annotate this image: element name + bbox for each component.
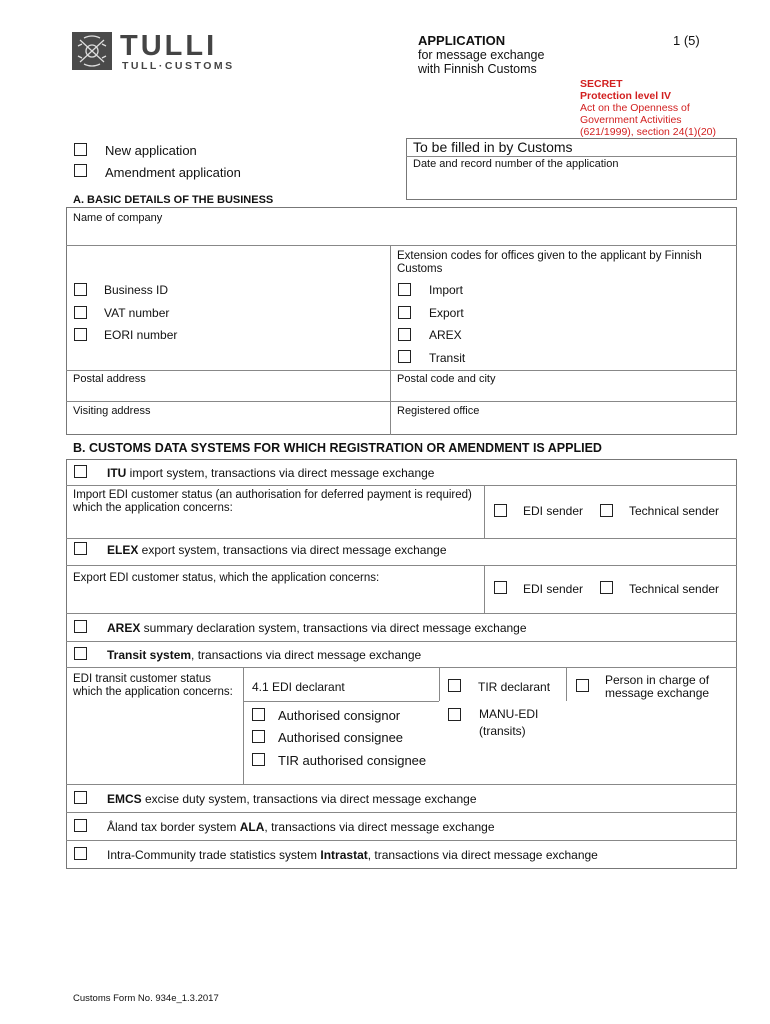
manu-line: MANU-EDI (479, 707, 539, 721)
customs-box-title: To be filled in by Customs (413, 139, 573, 155)
elex-edi-sender-label: EDI sender (523, 582, 584, 596)
tir-declarant-checkbox[interactable] (448, 679, 461, 692)
divider (243, 667, 244, 784)
itu-name: ITU (107, 466, 127, 480)
person-in-charge-checkbox[interactable] (576, 679, 589, 692)
transit-system-label (107, 648, 421, 662)
registered-office-field[interactable]: Registered office (397, 405, 480, 417)
manu-edi-label (479, 706, 538, 740)
elex-name: ELEX (107, 543, 139, 557)
arex-system-label (107, 621, 527, 635)
intra-desc: , transactions via direct message exchange (367, 848, 598, 862)
transit-status-line: which the application concerns: (73, 686, 233, 698)
divider (439, 667, 440, 701)
divider (66, 370, 737, 371)
transit-name: Transit system (107, 648, 192, 662)
itu-status-line: which the application concerns: (73, 502, 233, 514)
divider (66, 784, 737, 785)
divider (66, 485, 737, 486)
divider (66, 401, 737, 402)
secret-line: SECRET (580, 78, 623, 90)
ala-name: ALA (239, 820, 265, 834)
import-label: Import (429, 283, 464, 297)
business-id-checkbox[interactable] (74, 283, 87, 296)
amendment-application-checkbox[interactable] (74, 164, 87, 177)
intrastat-checkbox[interactable] (74, 847, 87, 860)
extension-codes-line: Customs (397, 263, 443, 275)
form-number: Customs Form No. 934e_1.3.2017 (73, 993, 219, 1004)
transit-status-line: EDI transit customer status (73, 673, 212, 685)
person-line: message exchange (605, 686, 710, 700)
ala-label (107, 820, 495, 834)
transit-desc: , transactions via direct message exchange (191, 648, 422, 662)
form-subtitle-1: for message exchange (418, 48, 545, 62)
customs-logo (72, 32, 112, 70)
business-id-label: Business ID (104, 283, 169, 297)
divider (66, 613, 737, 614)
vat-number-checkbox[interactable] (74, 306, 87, 319)
visiting-address-field[interactable]: Visiting address (73, 405, 151, 417)
manu-edi-checkbox[interactable] (448, 708, 461, 721)
divider (484, 485, 485, 538)
transit-system-checkbox[interactable] (74, 647, 87, 660)
divider (484, 565, 485, 613)
intra-pre: Intra-Community trade statistics system (107, 848, 321, 862)
arex-checkbox[interactable] (398, 328, 411, 341)
transit-label: Transit (429, 351, 466, 365)
section-b-box (66, 459, 737, 869)
divider (566, 667, 567, 701)
divider (66, 840, 737, 841)
itu-checkbox[interactable] (74, 465, 87, 478)
itu-status-line: Import EDI customer status (an authorisation for deferred payment is required) (73, 489, 472, 501)
transit-status-label (73, 673, 233, 699)
export-checkbox[interactable] (398, 306, 411, 319)
export-label: Export (429, 306, 464, 320)
elex-status-label: Export EDI customer status, which the application concerns: (73, 572, 380, 584)
section-a-title: A. BASIC DETAILS OF THE BUSINESS (73, 194, 274, 206)
import-checkbox[interactable] (398, 283, 411, 296)
elex-checkbox[interactable] (74, 542, 87, 555)
extension-codes-line: Extension codes for offices given to the applicant by Finnish (397, 250, 702, 262)
secret-line: Government Activities (580, 114, 682, 126)
person-line: Person in charge of (605, 673, 710, 687)
authorised-consignor-label: Authorised consignor (278, 708, 401, 723)
divider (66, 641, 737, 642)
arex-desc: summary declaration system, transactions via direct message exchange (140, 621, 527, 635)
arex-label: AREX (429, 328, 462, 342)
form-title: APPLICATION (418, 33, 506, 48)
logo-brand: TULLI (120, 30, 218, 62)
eori-number-checkbox[interactable] (74, 328, 87, 341)
person-in-charge-label (605, 674, 709, 700)
emcs-label (107, 792, 477, 806)
manu-line: (transits) (479, 724, 526, 738)
emcs-name: EMCS (107, 792, 142, 806)
itu-technical-sender-checkbox[interactable] (600, 504, 613, 517)
divider (66, 565, 737, 566)
section-b-title: B. CUSTOMS DATA SYSTEMS FOR WHICH REGISTRATION OR AMENDMENT IS APPLIED (73, 441, 602, 455)
edi-declarant-label: 4.1 EDI declarant (252, 680, 345, 694)
vat-number-label: VAT number (104, 306, 170, 320)
extension-codes-label (397, 250, 702, 276)
new-application-label: New application (105, 143, 197, 158)
authorised-consignor-checkbox[interactable] (252, 708, 265, 721)
divider (66, 667, 737, 668)
arex-system-checkbox[interactable] (74, 620, 87, 633)
tir-consignee-label: TIR authorised consignee (278, 753, 427, 768)
tir-consignee-checkbox[interactable] (252, 753, 265, 766)
intrastat-label (107, 848, 598, 862)
page-number: 1 (5) (673, 33, 700, 48)
emcs-checkbox[interactable] (74, 791, 87, 804)
postal-code-field[interactable]: Postal code and city (397, 373, 496, 385)
form-subtitle-2: with Finnish Customs (418, 62, 537, 76)
itu-edi-sender-checkbox[interactable] (494, 504, 507, 517)
authorised-consignee-checkbox[interactable] (252, 730, 265, 743)
tir-declarant-label: TIR declarant (478, 680, 551, 694)
itu-edi-sender-label: EDI sender (523, 504, 584, 518)
divider (243, 701, 439, 702)
itu-technical-sender-label: Technical sender (629, 504, 720, 518)
ala-pre: Åland tax border system (107, 820, 240, 834)
authorised-consignee-label: Authorised consignee (278, 730, 404, 745)
divider (406, 156, 737, 157)
elex-desc: export system, transactions via direct message exchange (138, 543, 447, 557)
itu-desc: import system, transactions via direct message exchange (126, 466, 435, 480)
emcs-desc: excise duty system, transactions via direct message exchange (141, 792, 477, 806)
crest-icon (72, 32, 112, 70)
ala-desc: , transactions via direct message exchange (264, 820, 495, 834)
transit-checkbox[interactable] (398, 350, 411, 363)
secret-line: Act on the Openness of (580, 102, 690, 114)
secret-notice (580, 78, 716, 138)
record-number-field[interactable]: Date and record number of the application (413, 158, 619, 170)
amendment-application-label: Amendment application (105, 165, 241, 180)
itu-status-label (73, 489, 472, 515)
secret-line: (621/1999), section 24(1)(20) (580, 126, 716, 138)
logo-subtitle: TULL·CUSTOMS (122, 60, 235, 72)
company-name-field[interactable]: Name of company (73, 212, 163, 224)
divider (66, 538, 737, 539)
itu-label (107, 466, 434, 480)
divider (66, 245, 737, 246)
secret-line: Protection level IV (580, 90, 672, 102)
new-application-checkbox[interactable] (74, 143, 87, 156)
eori-number-label: EORI number (104, 328, 178, 342)
intra-name: Intrastat (320, 848, 368, 862)
elex-technical-sender-checkbox[interactable] (600, 581, 613, 594)
elex-label (107, 543, 447, 557)
elex-technical-sender-label: Technical sender (629, 582, 720, 596)
arex-name: AREX (107, 621, 141, 635)
postal-address-field[interactable]: Postal address (73, 373, 146, 385)
ala-checkbox[interactable] (74, 819, 87, 832)
divider (66, 812, 737, 813)
elex-edi-sender-checkbox[interactable] (494, 581, 507, 594)
divider (390, 245, 391, 435)
